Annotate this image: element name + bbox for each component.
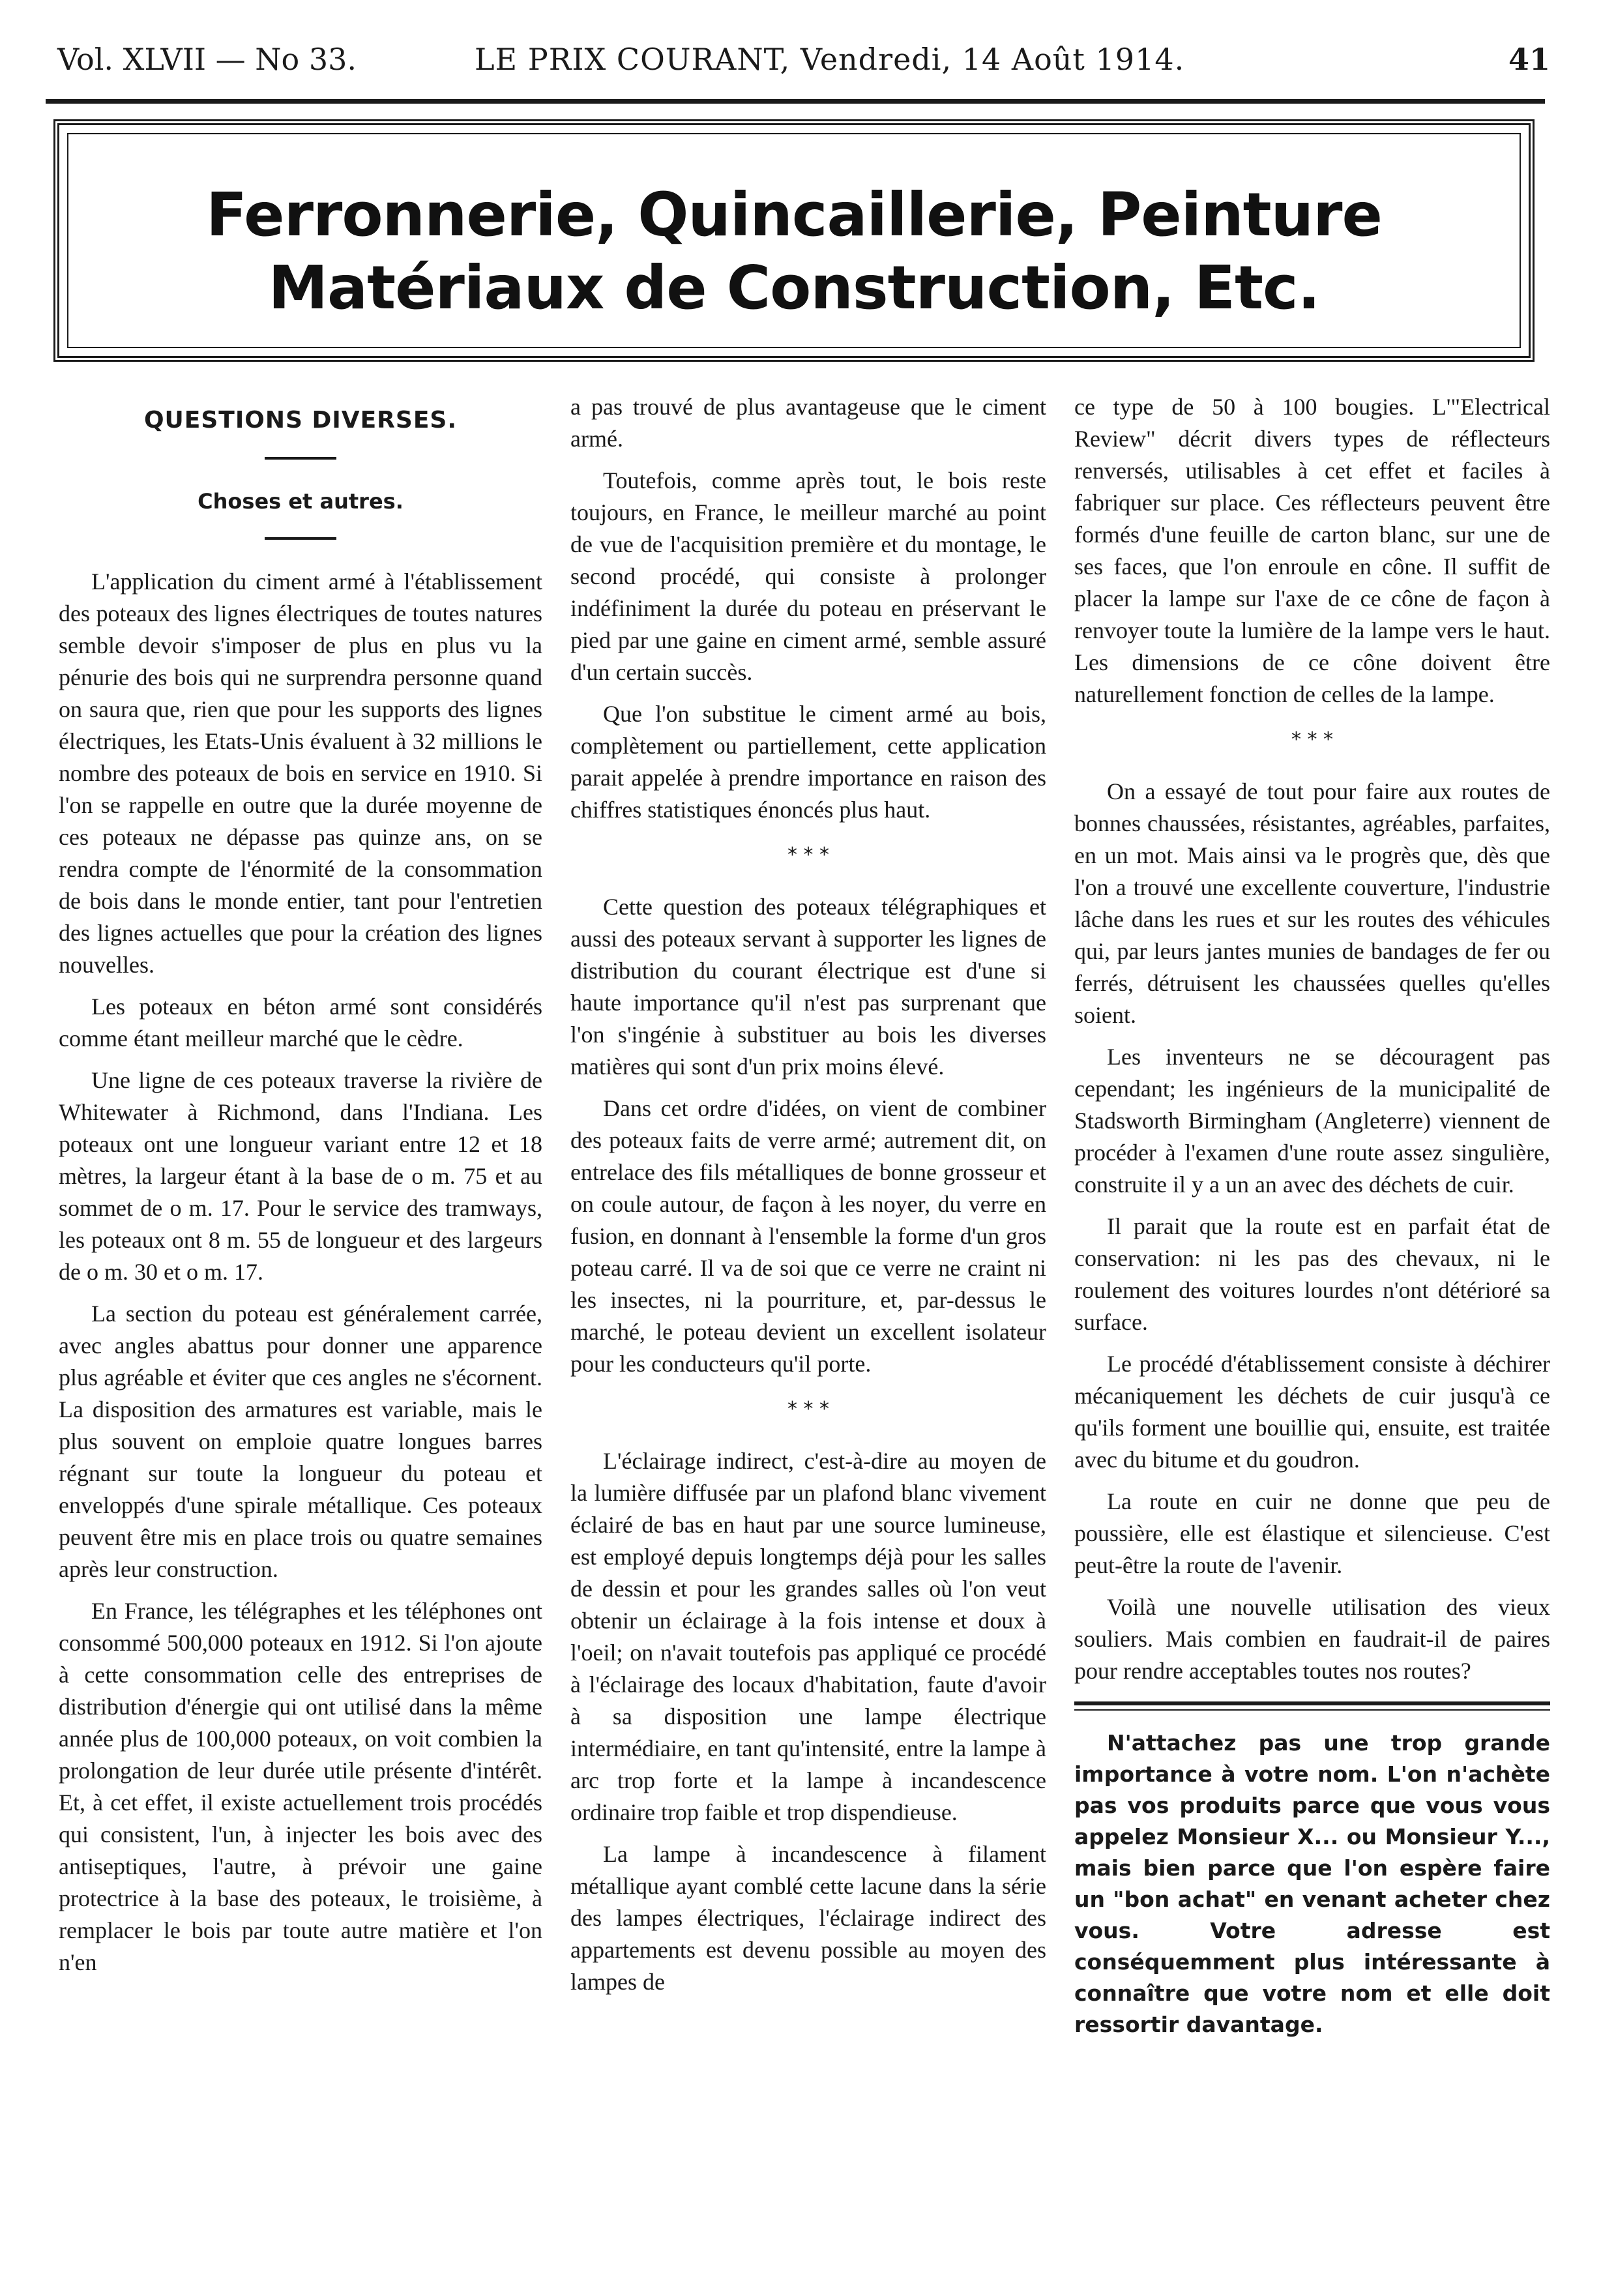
paragraph: Cette question des poteaux télégraphiques et aussi des poteaux servant à supporter les lignes de distribution du courant électrique est d'une si haute importance qu'il n'est pas surprenant que l'on s'ingénie à substituer au bois les diverses matières qui sont d'un prix moins élevé. [570,894,1046,1080]
article-heading: QUESTIONS DIVERSES. [143,407,458,434]
paragraph: Dans cet ordre d'idées, on vient de combiner des poteaux faits de verre armé; autrement dit, on entrelace des fils métalliques de bonne grosseur et on coule autour, de façon à les noyer, du verre en fusion, en donnant à l'ensemble la forme d'un gros poteau carré. Il va de soi que ce verre ne craint ni les insectes, ni la pourriture, et, par-dessus le marché, le poteau devient un excellent isolateur pour les conducteurs qu'il porte. [570,1095,1046,1377]
advert-notice: N'attachez pas une trop grande importance à votre nom. L'on n'achète pas vos produits parce que vous vous appelez Monsieur X... ou Monsieur Y..., mais bien parce que l'on espère faire un "bon achat" en venant acheter chez vous. Votre adresse est conséquemment plus intéressante à connaître que votre nom et elle doit ressortir davantage. [1074,1730,1550,2037]
column-2 [570,391,1046,2269]
paragraph: On a essayé de tout pour faire aux routes de bonnes chaussées, résistantes, agréables, parfaites, en un mot. Mais ainsi va le progrès que, dès que l'on a trouvé une excellente couverture, l'industrie lâche dans les rues et sur les routes des véhicules qui, par leurs jantes munies de bandages de fer ou ferrés, détruisent les chaussées quelles qu'elles soient. [1074,778,1550,1028]
paragraph: La section du poteau est généralement carrée, avec angles abattus pour donner une apparence plus agréable et éviter que ces angles ne s'écornent. La disposition des armatures est variable, mais le plus souvent on emploie quatre longues barres régnant sur toute la longueur du poteau et enveloppés d'une spirale métallique. Ces poteaux peuvent être mis en place trois ou quatre semaines après leur construction. [59,1301,542,1582]
header-rule [46,99,1545,104]
section-title-box [53,119,1535,362]
subheading-rule [265,537,336,540]
advert-rule-thick [1074,1701,1550,1705]
section-title-line-1: Ferronnerie, Quincaillerie, Peinture [206,180,1382,250]
paragraph: Voilà une nouvelle utilisation des vieux souliers. Mais combien en faudrait-il de paires pour rendre acceptables toutes nos routes? [1074,1594,1550,1684]
paragraph: Toutefois, comme après tout, le bois reste toujours, en France, le meilleur marché au point de vue de l'acquisition première et du montage, le second procédé, qui consiste à prolonger indéfiniment la durée du poteau en préservant le pied par une gaine en ciment armé, semble assuré d'un certain succès. [570,467,1046,685]
paragraph: Le procédé d'établissement consiste à déchirer mécaniquement les déchets de cuir jusqu'à ce qu'ils forment une bouillie qui, ensuite, est traitée avec du bitume et du goudron. [1074,1351,1550,1473]
section-title-inner-frame [67,133,1521,348]
section-asterism: * * * [787,844,830,866]
paragraph-continued: ce type de 50 à 100 bougies. L'"Electrical Review" décrit divers types de réflecteurs renversés, utilisables à cet effet et faciles à fabriquer sur place. Ces réflecteurs peuvent être formés d'une feuille de carton blanc, sur une de ses faces, que l'on enroule en cône. Il suffit de placer la lampe sur l'axe de ce cône de façon à renvoyer toute la lumière de la lampe vers le haut. Les dimensions de ce cône doivent être naturellement fonction de celles de la lampe. [1074,394,1550,707]
paragraph: Les inventeurs ne se découragent pas cependant; les ingénieurs de la municipalité de Stadsworth Birmingham (Angleterre) viennent de procéder à l'examen d'une route assez singulière, construite il y a un an avec des déchets de cuir. [1074,1044,1550,1198]
publication-title-date: LE PRIX COURANT, Vendredi, 14 Août 1914. [475,42,1185,77]
paragraph-continued: a pas trouvé de plus avantageuse que le ciment armé. [570,394,1046,452]
paragraph: Les poteaux en béton armé sont considérés comme étant meilleur marché que le cèdre. [59,993,542,1052]
paragraph: Une ligne de ces poteaux traverse la rivière de Whitewater à Richmond, dans l'Indiana. Les poteaux ont une longueur variant entre 12 et 18 mètres, la largeur étant à la base de o m. 75 et au sommet de o m. 17. Pour le service des tramways, les poteaux ont 8 m. 55 de longueur et des largeurs de o m. 30 et o m. 17. [59,1067,542,1285]
volume-number: Vol. XLVII — No 33. [57,42,357,77]
column-3 [1074,391,1550,2269]
advert-rule-thin [1074,1709,1550,1711]
paragraph: L'application du ciment armé à l'établissement des poteaux des lignes électriques de toutes natures semble devoir s'imposer de plus en plus vu la pénurie des bois qui ne surprendra personne quand on saura que, rien que pour les supports des lignes électriques, les Etats-Unis évaluent à 32 millions le nombre des poteaux de bois en service en 1910. Si l'on se rappelle en outre que la durée moyenne de ces poteaux ne dépasse pas quinze ans, on se rendra compte de l'énormité de la consommation de bois dans le monde entier, tant pour l'entretien des lignes actuelles que pour la création des lignes nouvelles. [59,568,542,978]
section-asterism: * * * [1291,728,1334,751]
section-asterism: * * * [787,1398,830,1420]
running-head [57,33,1550,81]
page-number: 41 [1508,42,1550,77]
paragraph: Que l'on substitue le ciment armé au bois, complètement ou partiellement, cette application parait appelée à prendre importance en raison des chiffres statistiques énoncés plus haut. [570,701,1046,823]
paragraph: L'éclairage indirect, c'est-à-dire au moyen de la lumière diffusée par un plafond blanc vivement éclairé de bas en haut par une source lumineuse, est employé depuis longtemps déjà pour les salles de dessin et pour les grandes salles où l'on veut obtenir un éclairage à la fois intense et doux à l'oeil; on n'avait toutefois pas appliqué ce procédé à l'éclairage des locaux d'habitation, faute d'avoir à sa disposition une lampe électrique intermédiaire, en tant qu'intensité, entre la lampe à arc trop forte et la lampe à incandescence ordinaire trop faible et trop dispendieuse. [570,1448,1046,1825]
paragraph: Il parait que la route est en parfait état de conservation: ni les pas des chevaux, ni le roulement des voitures lourdes n'ont détérioré sa surface. [1074,1213,1550,1335]
section-title-line-2: Matériaux de Construction, Etc. [268,253,1320,323]
heading-rule [265,457,336,460]
column-1 [59,391,542,2269]
article-subheading: Choses et autres. [198,489,404,514]
paragraph: La lampe à incandescence à filament métallique ayant comblé cette lacune dans la série des lampes électriques, l'éclairage indirect des appartements est devenu possible au moyen des lampes de [570,1841,1046,1995]
paragraph: La route en cuir ne donne que peu de poussière, elle est élastique et silencieuse. C'est peut-être la route de l'avenir. [1074,1488,1550,1578]
paragraph: En France, les télégraphes et les téléphones ont consommé 500,000 poteaux en 1912. Si l'on ajoute à cette consommation celle des entreprises de distribution d'énergie qui ont utilisé dans la même année plus de 100,000 poteaux, on voit combien la prolongation de leur durée utile présente d'intérêt. Et, à cet effet, il existe actuellement trois procédés qui consistent, l'un, à injecter les bois avec des antiseptiques, l'autre, à prévoir une gaine protectrice à la base des poteaux, le troisième, à remplacer le bois par toute autre matière et l'on n'en [59,1598,542,1975]
